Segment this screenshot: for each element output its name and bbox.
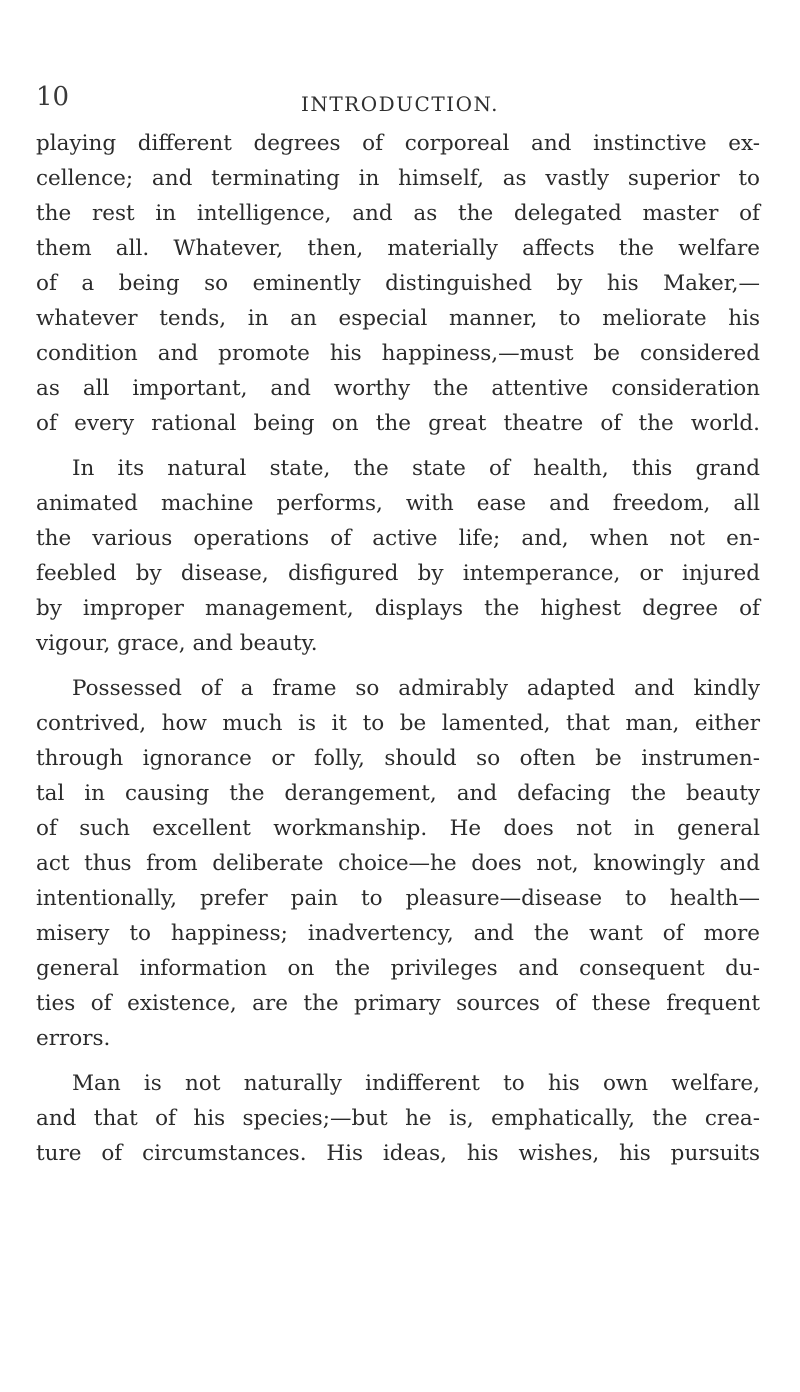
text-line: of a being so eminently distinguished by his Maker,— bbox=[36, 271, 760, 296]
text-line: contrived, how much is it to be lamented, that man, either bbox=[36, 711, 760, 736]
paragraph-1 bbox=[36, 126, 760, 441]
text-line: as all important, and worthy the attentive consideration bbox=[36, 376, 760, 401]
text-line: animated machine performs, with ease and freedom, all bbox=[36, 491, 760, 516]
text-line: playing different degrees of corporeal and instinctive ex- bbox=[36, 131, 760, 156]
text-line: In its natural state, the state of health, this grand bbox=[72, 456, 760, 481]
paragraph-gap bbox=[36, 1056, 760, 1066]
text-line: ture of circumstances. His ideas, his wishes, his pursuits bbox=[36, 1141, 760, 1166]
text-line: misery to happiness; inadvertency, and the want of more bbox=[36, 921, 760, 946]
text-line: whatever tends, in an especial manner, to meliorate his bbox=[36, 306, 760, 331]
paragraph-3 bbox=[36, 671, 760, 1056]
body-text bbox=[36, 126, 760, 1171]
text-line: ties of existence, are the primary sources of these frequent bbox=[36, 991, 760, 1016]
paragraph-gap bbox=[36, 661, 760, 671]
text-line: of every rational being on the great theatre of the world. bbox=[36, 411, 760, 436]
text-line: the rest in intelligence, and as the delegated master of bbox=[36, 201, 760, 226]
text-line: errors. bbox=[36, 1026, 111, 1051]
text-line: intentionally, prefer pain to pleasure—disease to health— bbox=[36, 886, 760, 911]
text-line: vigour, grace, and beauty. bbox=[36, 631, 318, 656]
text-line: general information on the privileges and consequent du- bbox=[36, 956, 760, 981]
text-line: by improper management, displays the highest degree of bbox=[36, 596, 760, 621]
text-line: the various operations of active life; and, when not en- bbox=[36, 526, 760, 551]
page-number: 10 bbox=[36, 82, 70, 112]
text-line: of such excellent workmanship. He does not in general bbox=[36, 816, 760, 841]
text-line: and that of his species;—but he is, emphatically, the crea- bbox=[36, 1106, 760, 1131]
text-line: Possessed of a frame so admirably adapted and kindly bbox=[72, 676, 760, 701]
text-line: condition and promote his happiness,—must be considered bbox=[36, 341, 760, 366]
text-line: tal in causing the derangement, and defacing the beauty bbox=[36, 781, 760, 806]
paragraph-2 bbox=[36, 451, 760, 661]
text-line: act thus from deliberate choice—he does not, knowingly and bbox=[36, 851, 760, 876]
running-head: INTRODUCTION. bbox=[300, 92, 500, 116]
text-line: Man is not naturally indifferent to his own welfare, bbox=[72, 1071, 760, 1096]
paragraph-gap bbox=[36, 441, 760, 451]
text-line: cellence; and terminating in himself, as vastly superior to bbox=[36, 166, 760, 191]
text-line: feebled by disease, disfigured by intemperance, or injured bbox=[36, 561, 760, 586]
text-line: them all. Whatever, then, materially affects the welfare bbox=[36, 236, 760, 261]
text-line: through ignorance or folly, should so often be instrumen- bbox=[36, 746, 760, 771]
paragraph-4 bbox=[36, 1066, 760, 1171]
